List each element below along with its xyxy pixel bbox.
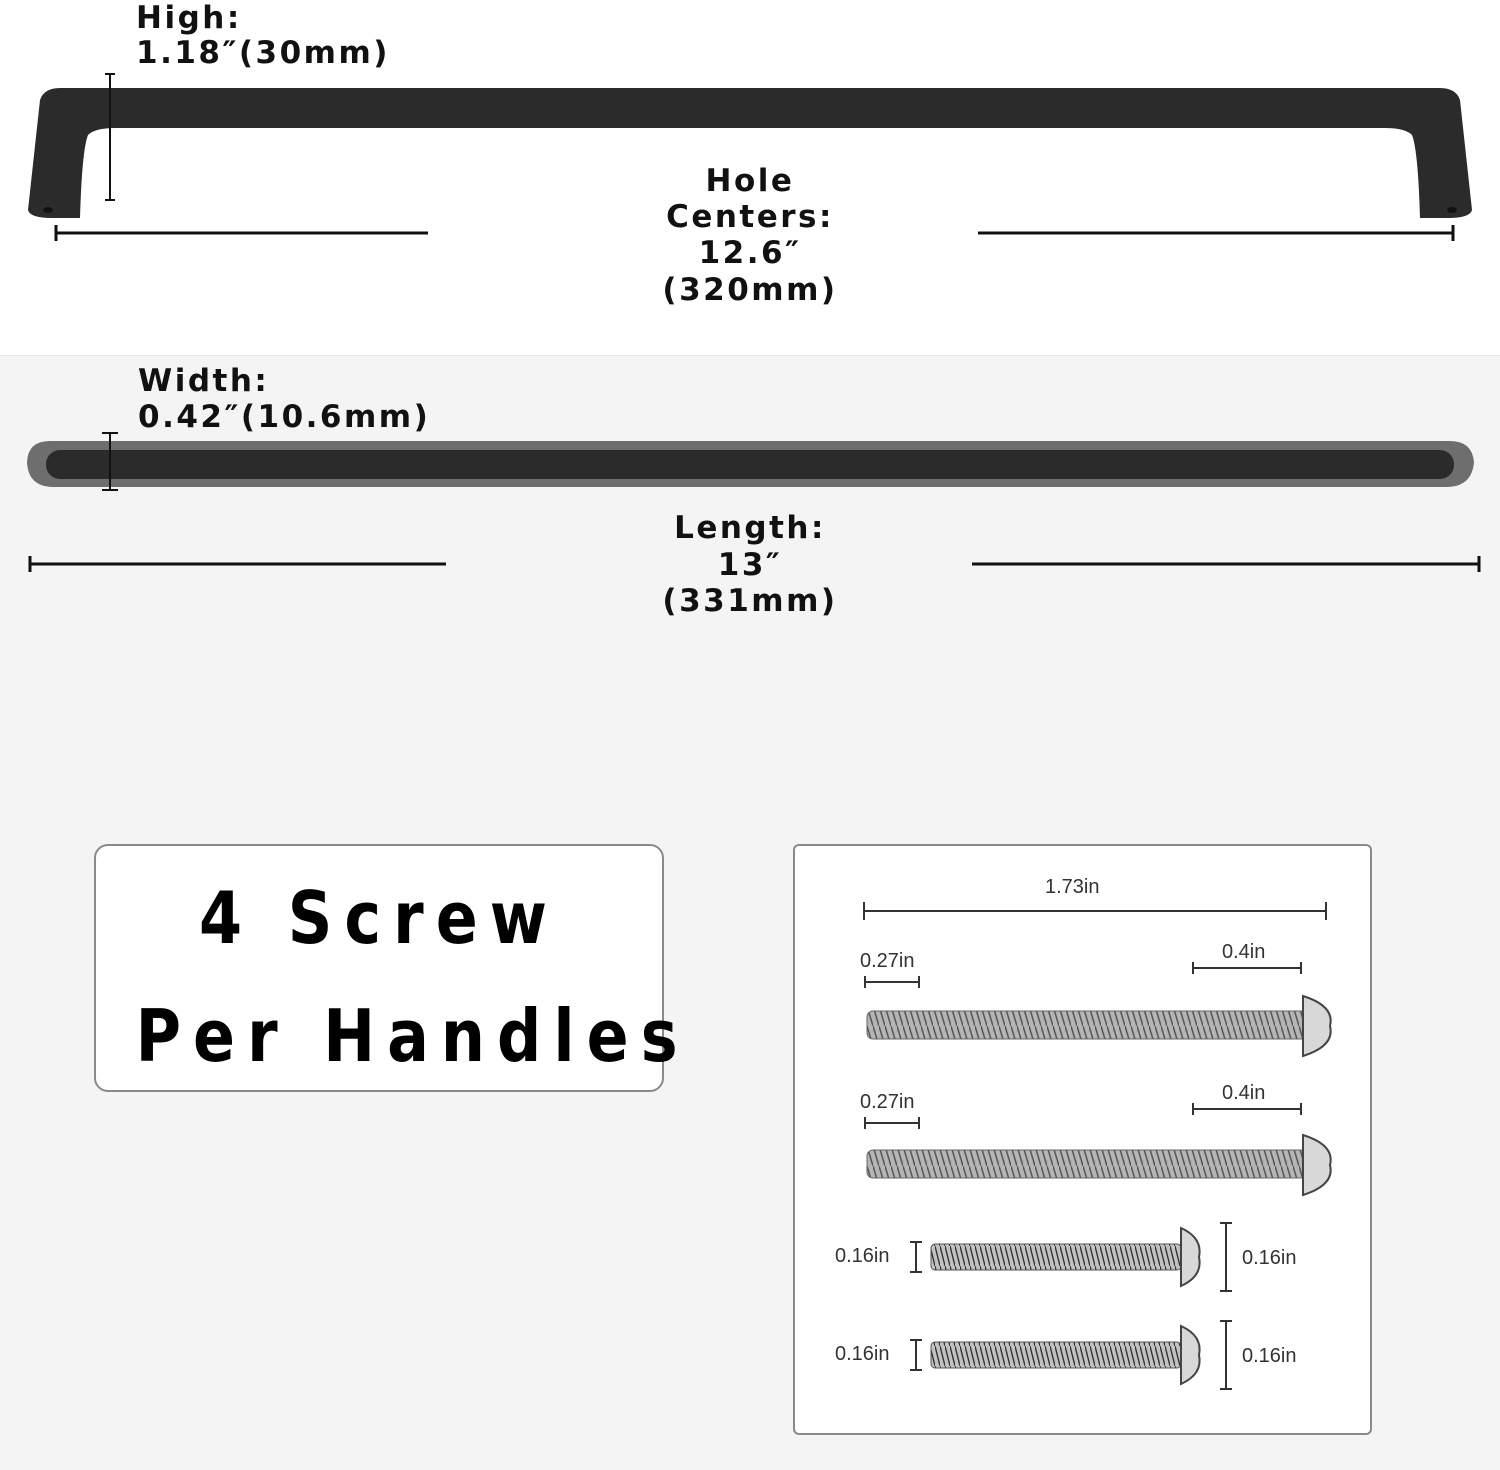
short-screw-1-right-label: 0.16in: [1242, 1247, 1297, 1269]
long-screw-2-head-label: 0.4in: [1222, 1082, 1266, 1104]
hole-label-line-1: Hole: [705, 163, 795, 199]
length-label-line-1: Length:: [674, 510, 826, 546]
long-screw-1-thread-label: 0.27in: [860, 950, 915, 972]
long-screw-2: [865, 1103, 1331, 1195]
handle-side-view: [27, 441, 1474, 487]
short-screw-2-right-label: 0.16in: [1242, 1345, 1297, 1367]
screw-count-line-1: 4 Screw: [199, 876, 559, 960]
width-value: 0.42″(10.6mm): [138, 399, 431, 435]
overall-length-label: 1.73in: [1045, 876, 1100, 898]
long-screw-2-thread-label: 0.27in: [860, 1091, 915, 1113]
long-screw-1: [865, 962, 1331, 1056]
long-screw-1-head-label: 0.4in: [1222, 941, 1266, 963]
high-title: High:: [136, 0, 242, 36]
length-label-line-3: (331mm): [662, 583, 838, 619]
overall-length-dimension: [864, 902, 1326, 920]
hole-label-line-3: 12.6″: [698, 235, 802, 271]
short-screw-2: [910, 1321, 1232, 1389]
hole-label-line-4: (320mm): [662, 272, 838, 308]
hole-label-line-2: Centers:: [666, 199, 834, 235]
short-screw-2-left-label: 0.16in: [835, 1343, 890, 1365]
screw-diagram-panel: [793, 844, 1372, 1435]
short-screw-1-left-label: 0.16in: [835, 1245, 890, 1267]
screw-count-banner: [94, 844, 690, 1092]
length-label-line-2: 13″: [717, 547, 783, 583]
short-screw-1: [910, 1223, 1232, 1291]
screw-count-line-2: Per Handles: [135, 994, 690, 1078]
width-title: Width:: [138, 363, 270, 399]
high-value: 1.18″(30mm): [136, 35, 390, 71]
